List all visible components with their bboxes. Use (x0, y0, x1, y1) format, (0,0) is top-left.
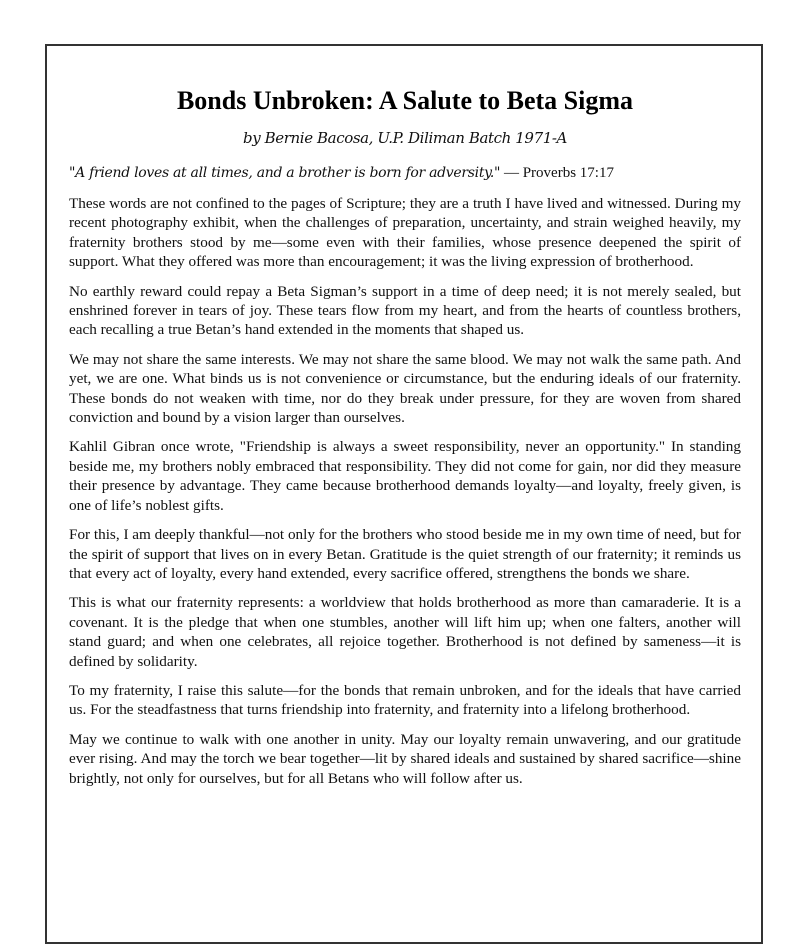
paragraph-2: No earthly reward could repay a Beta Sigman’s support in a time of deep need; it is not merely sealed, but enshrined forever in tears of joy. These tears flow from my heart, and from the hearts of countless brothers, each recalling a true Betan’s hand extended in the moments that shaped us. (69, 282, 741, 339)
paragraph-4: Kahlil Gibran once wrote, "Friendship is always a sweet responsibility, never an opportunity." In standing beside me, my brothers nobly embraced that responsibility. They did not come for gain, nor did they measure their presence by advantage. They came because brotherhood demands loyalty—and loyalty, freely given, is one of life’s noblest gifts. (69, 438, 741, 514)
epigraph-quote: "A friend loves at all times, and a brother is born for adversity." (69, 165, 501, 181)
paragraph-8: May we continue to walk with one another in unity. May our loyalty remain unwavering, and our gratitude ever rising. And may the torch we bear together—lit by shared ideals and sustained by shared sacrifice—shine brightly, not only for ourselves, but for all Betans who will follow after us. (69, 730, 741, 787)
epigraph-source: — Proverbs 17:17 (500, 165, 614, 181)
paragraph-1: These words are not confined to the pages of Scripture; they are a truth I have lived and witnessed. During my recent photography exhibit, when the challenges of preparation, uncertainty, and strain weighed heavily, my fraternity brothers stood by me—some even with their families, whose presence deepened the spirit of support. What they offered was more than encouragement; it was the living expression of brotherhood. (69, 195, 741, 271)
paragraph-6: This is what our fraternity represents: a worldview that holds brotherhood as more than camaraderie. It is a covenant. It is the pledge that when one stumbles, another will lift him up; when one falters, another will stand guard; and when one celebrates, all rejoice together. Brotherhood is not defined by sameness—it is defined by solidarity. (69, 594, 741, 670)
paragraph-5: For this, I am deeply thankful—not only for the brothers who stood beside me in my own time of need, but for the spirit of support that lives on in every Betan. Gratitude is the quiet strength of our fraternity; it reminds us that every act of loyalty, every hand extended, every sacrifice offered, strengthens the bonds we share. (69, 526, 741, 582)
document-page (45, 44, 763, 944)
author-byline: by Bernie Bacosa, U.P. Diliman Batch 1971-A (243, 129, 567, 147)
epigraph (69, 163, 741, 183)
paragraph-7: To my fraternity, I raise this salute—for the bonds that remain unbroken, and for the ideals that have carried us. For the steadfastness that turns friendship into fraternity, and fraternity into a lifelong brotherhood. (69, 681, 741, 719)
paragraph-3: We may not share the same interests. We may not share the same blood. We may not walk the same path. And yet, we are one. What binds us is not convenience or circumstance, but the enduring ideals of our fraternity. These bonds do not weaken with time, nor do they break under pressure, for they are woven from shared conviction and bound by a vision larger than ourselves. (69, 350, 741, 427)
document-title: Bonds Unbroken: A Salute to Beta Sigma (176, 86, 634, 115)
